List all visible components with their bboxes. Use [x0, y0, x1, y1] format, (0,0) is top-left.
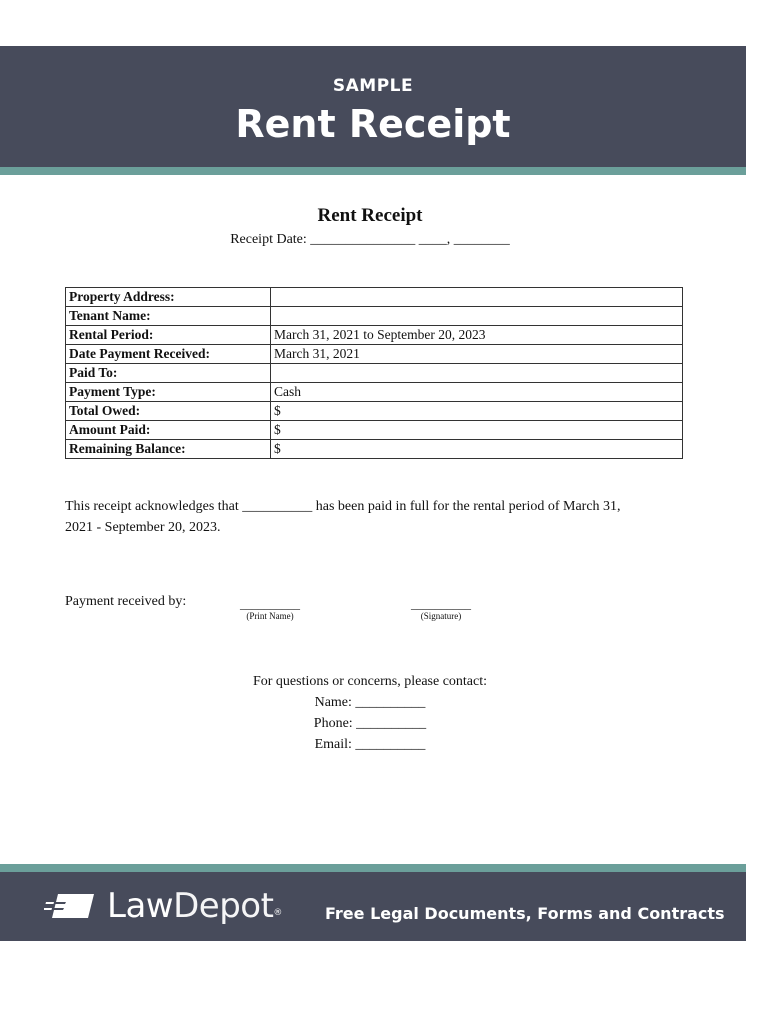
- header-accent-bar: [0, 167, 746, 175]
- row-label: Date Payment Received:: [66, 345, 271, 364]
- row-label: Total Owed:: [66, 402, 271, 421]
- lawdepot-logo-icon: [44, 894, 94, 918]
- receipt-date-blank: _______________ ____, ________: [310, 232, 510, 247]
- row-value: [271, 307, 683, 326]
- row-value: [271, 288, 683, 307]
- signature-block: [396, 598, 486, 621]
- row-label: Amount Paid:: [66, 421, 271, 440]
- row-value: $: [271, 440, 683, 459]
- footer-tagline: Free Legal Documents, Forms and Contracts: [325, 904, 725, 923]
- receipt-details-table: [65, 287, 683, 459]
- row-value: $: [271, 402, 683, 421]
- receipt-date-line: [0, 232, 740, 248]
- document-title: Rent Receipt: [317, 205, 423, 226]
- header-banner: [0, 46, 746, 167]
- print-name-line: __________: [240, 597, 300, 611]
- row-value: [271, 364, 683, 383]
- row-label: Payment Type:: [66, 383, 271, 402]
- row-value: March 31, 2021: [271, 345, 683, 364]
- acknowledgement-line-2: 2021 - September 20, 2023.: [65, 520, 221, 535]
- banner-title: Rent Receipt: [235, 102, 511, 146]
- table-row: [66, 383, 683, 402]
- table-row: [66, 364, 683, 383]
- print-name-block: [225, 598, 315, 621]
- signature-caption: (Signature): [420, 611, 462, 621]
- acknowledgement-line-1: This receipt acknowledges that __________ has been paid in full for the rental period of March 31,: [65, 499, 621, 514]
- logo-law: Law: [107, 886, 174, 926]
- table-row: [66, 345, 683, 364]
- payment-received-label: Payment received by:: [65, 594, 187, 609]
- contact-phone: Phone: __________: [313, 716, 427, 731]
- print-name-caption: (Print Name): [246, 611, 294, 621]
- table-row: [66, 402, 683, 421]
- contact-email: Email: __________: [314, 737, 426, 752]
- footer-accent-bar: [0, 864, 746, 872]
- acknowledgement-paragraph: [65, 496, 665, 538]
- row-value: Cash: [271, 383, 683, 402]
- row-label: Remaining Balance:: [66, 440, 271, 459]
- contact-section: [0, 671, 740, 755]
- table-row: [66, 421, 683, 440]
- footer-banner: [0, 872, 746, 941]
- row-label: Property Address:: [66, 288, 271, 307]
- row-label: Paid To:: [66, 364, 271, 383]
- row-value: $: [271, 421, 683, 440]
- table-row: [66, 288, 683, 307]
- row-label: Rental Period:: [66, 326, 271, 345]
- row-value: March 31, 2021 to September 20, 2023: [271, 326, 683, 345]
- logo-registered-mark: ®: [273, 908, 282, 918]
- contact-name: Name: __________: [314, 695, 426, 710]
- lawdepot-logo-text: [107, 886, 282, 933]
- table-row: [66, 307, 683, 326]
- table-row: [66, 440, 683, 459]
- signature-line: __________: [411, 597, 471, 611]
- contact-heading: For questions or concerns, please contact:: [252, 674, 488, 689]
- row-label: Tenant Name:: [66, 307, 271, 326]
- logo-depot: Depot: [173, 886, 274, 926]
- table-row: [66, 326, 683, 345]
- receipt-date-label: Receipt Date:: [230, 232, 307, 247]
- sample-label: SAMPLE: [332, 76, 414, 96]
